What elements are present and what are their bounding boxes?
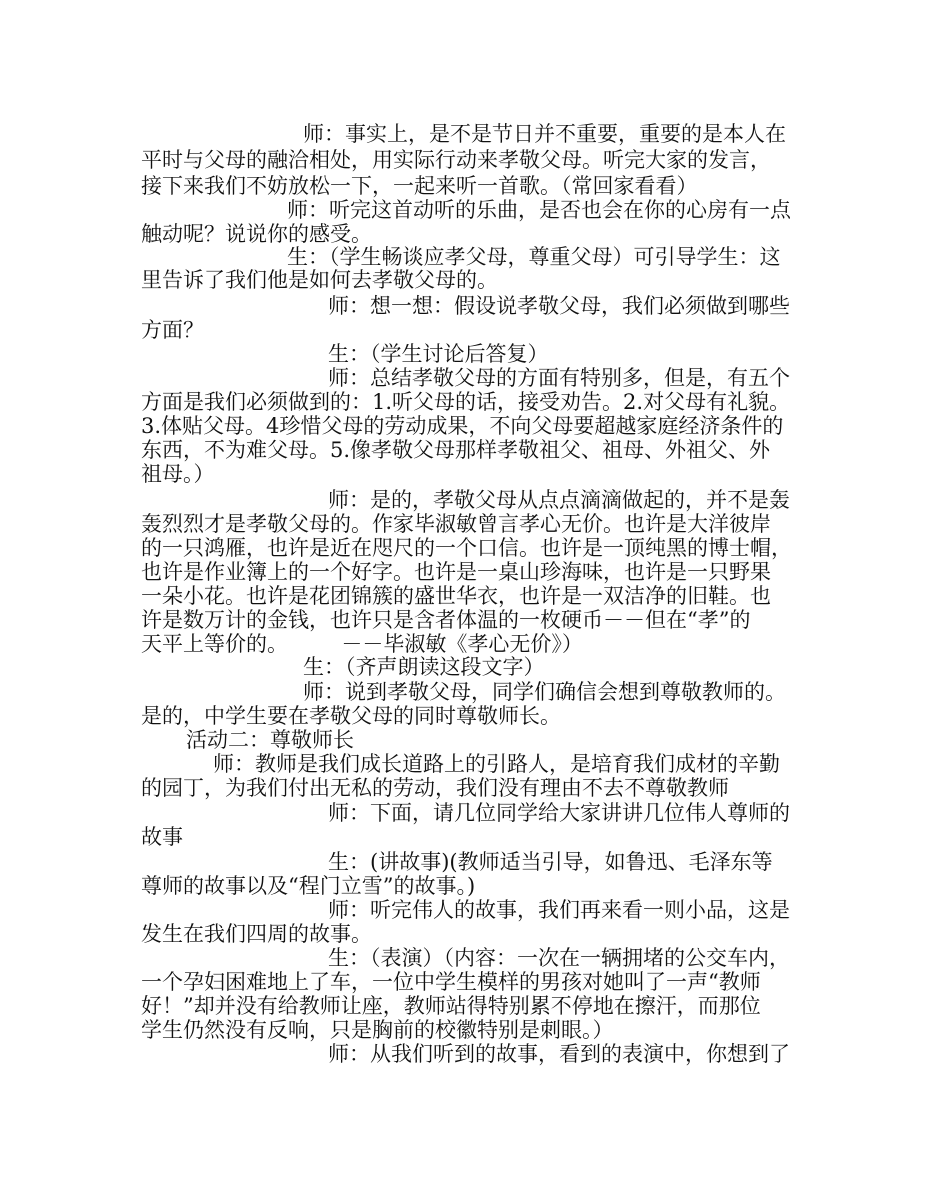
- text-line: 东西，不为难父母。5.像孝敬父母那样孝敬祖父、祖母、外祖父、外: [141, 438, 771, 462]
- text-line: 学生仍然没有反响，只是胸前的校徽特别是刺眼。）: [141, 1018, 614, 1042]
- text-line: 生：(讲故事)(教师适当引导，如鲁迅、毛泽东等: [328, 850, 773, 874]
- text-line: 一朵小花。也许是花团锦簇的盛世华衣，也许是一双洁净的旧鞋。也: [141, 584, 771, 608]
- text-line: 也许是作业簿上的一个好字。也许是一桌山珍海味，也许是一只野果: [141, 560, 771, 584]
- text-line: 许是数万计的金钱，也许只是含者体温的一枚硬币－－但在“孝”的: [141, 608, 751, 632]
- text-line: 3.体贴父母。4珍惜父母的劳动成果，不向父母要超越家庭经济条件的: [141, 414, 784, 438]
- text-line: 师：听完这首动听的乐曲，是否也会在你的心房有一点: [287, 198, 791, 222]
- text-line: 生：（齐声朗读这段文字）: [303, 655, 545, 679]
- text-line: 师：说到孝敬父母，同学们确信会想到尊敬教师的。: [303, 680, 786, 704]
- text-line: 触动呢？说说你的感受。: [141, 222, 372, 246]
- text-line: 里告诉了我们他是如何去孝敬父母的。: [141, 268, 498, 292]
- text-line: 尊师的故事以及“程门立雪”的故事。): [141, 874, 476, 898]
- text-line: 接下来我们不妨放松一下，一起来听一首歌。（常回家看看）: [141, 174, 698, 198]
- text-line: 师：总结孝敬父母的方面有特别多，但是，有五个: [328, 366, 790, 390]
- text-line: 方面是我们必须做到的：1.听父母的话，接受劝告。2.对父母有礼貌。: [141, 390, 791, 414]
- text-line: 师：下面，请几位同学给大家讲讲几位伟人尊师的: [328, 801, 790, 825]
- text-line: 一个孕妇困难地上了车，一位中学生模样的男孩对她叫了一声“教师: [141, 970, 761, 994]
- text-line: 故事: [141, 825, 183, 849]
- text-line: 好！”却并没有给教师让座，教师站得特别累不停地在擦汗，而那位: [141, 994, 761, 1018]
- text-line: 生：（学生畅谈应孝父母，尊重父母）可引导学生：这: [287, 245, 781, 269]
- text-line: 师：事实上，是不是节日并不重要，重要的是本人在: [303, 122, 786, 146]
- text-line: 的园丁，为我们付出无私的劳动，我们没有理由不去不尊敬教师: [141, 776, 729, 800]
- text-line: 轰烈烈才是孝敬父母的。作家毕淑敏曾言孝心无价。也许是大洋彼岸: [141, 512, 771, 536]
- text-line: 祖母。）: [141, 462, 215, 486]
- text-line: 是的，中学生要在孝敬父母的同时尊敬师长。: [141, 704, 561, 728]
- text-line: 的一只鸿雁，也许是近在咫尺的一个口信。也许是一顶纯黑的博士帽，: [141, 536, 792, 560]
- text-line: 生：（学生讨论后答复）: [328, 342, 549, 366]
- text-line: 天平上等价的。 －－毕淑敏《孝心无价》）: [141, 632, 583, 656]
- text-line: 生：（表演）（内容：一次在一辆拥堵的公交车内，: [328, 946, 790, 970]
- text-line: 师：想一想：假设说孝敬父母，我们必须做到哪些: [328, 294, 790, 318]
- text-line: 师：是的，孝敬父母从点点滴滴做起的，并不是轰: [328, 488, 790, 512]
- text-line: 平时与父母的融洽相处，用实际行动来孝敬父母。听完大家的发言，: [141, 148, 771, 172]
- text-line: 师：听完伟人的故事，我们再来看一则小品，这是: [328, 898, 790, 922]
- text-line: 师：教师是我们成长道路上的引路人，是培育我们成材的辛勤: [213, 752, 780, 776]
- section-heading: 活动二：尊敬师长: [186, 728, 354, 752]
- text-line: 师：从我们听到的故事，看到的表演中，你想到了: [328, 1042, 790, 1066]
- text-line: 方面？: [141, 318, 204, 342]
- text-line: 发生在我们四周的故事。: [141, 922, 372, 946]
